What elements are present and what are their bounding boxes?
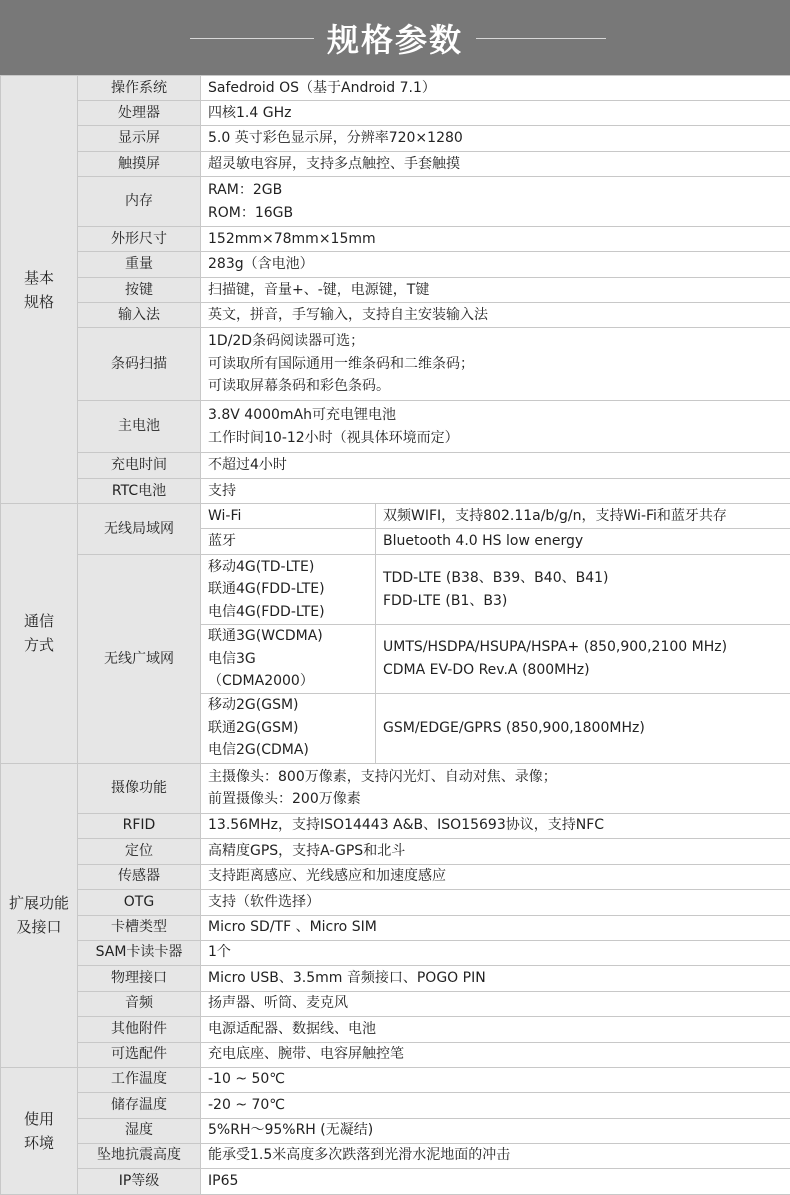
page-header bbox=[0, 0, 790, 75]
spec-label: 工作温度 bbox=[78, 1067, 201, 1092]
page-title: 规格参数 bbox=[327, 15, 463, 61]
spec-value bbox=[201, 864, 790, 889]
spec-row bbox=[1, 101, 790, 126]
category-cell bbox=[1, 763, 78, 1067]
spec-row bbox=[1, 252, 790, 278]
category-cell bbox=[1, 504, 78, 764]
spec-label: 坠地抗震高度 bbox=[78, 1143, 201, 1168]
header-divider-right bbox=[476, 38, 606, 39]
spec-value bbox=[201, 453, 790, 479]
spec-row bbox=[1, 401, 790, 453]
category-label: 使用 bbox=[1, 1107, 77, 1131]
sub-spec-label bbox=[201, 625, 376, 694]
spec-label: 湿度 bbox=[78, 1118, 201, 1143]
spec-value-line: 支持距离感应、光线感应和加速度感应 bbox=[208, 865, 790, 888]
spec-value-line: 1个 bbox=[208, 941, 790, 964]
sub-spec-value-line: Bluetooth 4.0 HS low energy bbox=[383, 530, 790, 553]
spec-value-line: 可读取所有国际通用一维条码和二维条码； bbox=[208, 353, 790, 376]
spec-label: RFID bbox=[78, 813, 201, 838]
spec-label: 按键 bbox=[78, 278, 201, 303]
spec-value bbox=[201, 838, 790, 864]
spec-value bbox=[201, 303, 790, 328]
spec-row bbox=[1, 1067, 790, 1092]
spec-label: 储存温度 bbox=[78, 1092, 201, 1118]
spec-value bbox=[201, 763, 790, 813]
spec-row bbox=[1, 940, 790, 965]
sub-spec-value-line: FDD-LTE (B1、B3) bbox=[383, 590, 790, 613]
spec-row bbox=[1, 813, 790, 838]
sub-spec-value-line: GSM/EDGE/GPRS (850,900,1800MHz) bbox=[383, 717, 790, 740]
spec-value bbox=[201, 1042, 790, 1067]
spec-value bbox=[201, 328, 790, 401]
sub-spec-line: 联通4G(FDD-LTE) bbox=[208, 578, 375, 601]
spec-value bbox=[201, 1067, 790, 1092]
spec-label: 传感器 bbox=[78, 864, 201, 889]
sub-spec-label bbox=[201, 693, 376, 763]
sub-spec-label bbox=[201, 504, 376, 529]
spec-row bbox=[1, 1092, 790, 1118]
sub-spec-value-line: TDD-LTE (B38、B39、B40、B41) bbox=[383, 567, 790, 590]
spec-label: 音频 bbox=[78, 991, 201, 1016]
category-cell bbox=[1, 76, 78, 504]
spec-value-line: 电源适配器、数据线、电池 bbox=[208, 1018, 790, 1041]
spec-label: 卡槽类型 bbox=[78, 915, 201, 940]
spec-label: 可选配件 bbox=[78, 1042, 201, 1067]
spec-value bbox=[201, 1016, 790, 1042]
spec-label: 操作系统 bbox=[78, 76, 201, 101]
spec-value bbox=[201, 813, 790, 838]
category-label: 方式 bbox=[1, 633, 77, 657]
spec-row bbox=[1, 453, 790, 479]
spec-value bbox=[201, 76, 790, 101]
sub-spec-line: 联通2G(GSM) bbox=[208, 717, 375, 740]
spec-value-line: 可读取屏幕条码和彩色条码。 bbox=[208, 375, 790, 398]
spec-row bbox=[1, 838, 790, 864]
spec-row bbox=[1, 479, 790, 504]
sub-spec-line: 电信4G(FDD-LTE) bbox=[208, 601, 375, 624]
sub-spec-line: 电信2G(CDMA) bbox=[208, 739, 375, 762]
spec-value bbox=[201, 991, 790, 1016]
spec-row bbox=[1, 504, 790, 529]
spec-row bbox=[1, 227, 790, 252]
spec-value bbox=[201, 401, 790, 453]
spec-row bbox=[1, 763, 790, 813]
spec-label: 无线局域网 bbox=[78, 504, 201, 555]
spec-value bbox=[201, 227, 790, 252]
spec-value bbox=[201, 252, 790, 278]
spec-value-line: 英文，拼音，手写输入，支持自主安装输入法 bbox=[208, 304, 790, 327]
spec-value bbox=[201, 889, 790, 915]
spec-row bbox=[1, 864, 790, 889]
sub-spec-line: 蓝牙 bbox=[208, 530, 375, 553]
spec-value-line: Safedroid OS（基于Android 7.1） bbox=[208, 77, 790, 100]
spec-row bbox=[1, 915, 790, 940]
sub-spec-value-line: UMTS/HSDPA/HSUPA/HSPA+ (850,900,2100 MHz) bbox=[383, 636, 790, 659]
spec-value bbox=[201, 965, 790, 991]
spec-value-line: 充电底座、腕带、电容屏触控笔 bbox=[208, 1043, 790, 1066]
spec-label: OTG bbox=[78, 889, 201, 915]
spec-value bbox=[201, 940, 790, 965]
spec-row bbox=[1, 1168, 790, 1194]
spec-label: 外形尺寸 bbox=[78, 227, 201, 252]
sub-spec-label bbox=[201, 529, 376, 555]
sub-spec-line: 移动4G(TD-LTE) bbox=[208, 556, 375, 579]
spec-value-line: -20 ~ 70℃ bbox=[208, 1094, 790, 1117]
spec-value-line: 超灵敏电容屏，支持多点触控、手套触摸 bbox=[208, 153, 790, 176]
spec-value-line: 1D/2D条码阅读器可选； bbox=[208, 330, 790, 353]
spec-value-line: 前置摄像头：200万像素 bbox=[208, 788, 790, 811]
category-label: 规格 bbox=[1, 290, 77, 314]
sub-spec-value bbox=[376, 529, 790, 555]
spec-label: RTC电池 bbox=[78, 479, 201, 504]
spec-value bbox=[201, 1143, 790, 1168]
sub-spec-value bbox=[376, 555, 790, 625]
spec-label: 处理器 bbox=[78, 101, 201, 126]
spec-value-line: 高精度GPS，支持A-GPS和北斗 bbox=[208, 840, 790, 863]
spec-value-line: 5%RH～95%RH (无凝结) bbox=[208, 1119, 790, 1142]
sub-spec-value-line: CDMA EV-DO Rev.A (800MHz) bbox=[383, 659, 790, 682]
spec-value-line: 支持（软件选择） bbox=[208, 891, 790, 914]
sub-spec-label bbox=[201, 555, 376, 625]
spec-row bbox=[1, 1016, 790, 1042]
category-label: 基本 bbox=[1, 266, 77, 290]
spec-value-line: ROM：16GB bbox=[208, 202, 790, 225]
spec-label: 充电时间 bbox=[78, 453, 201, 479]
spec-value-line: -10 ~ 50℃ bbox=[208, 1068, 790, 1091]
spec-label: 物理接口 bbox=[78, 965, 201, 991]
spec-label: 内存 bbox=[78, 177, 201, 227]
category-cell bbox=[1, 1067, 78, 1194]
spec-row bbox=[1, 1143, 790, 1168]
spec-value bbox=[201, 177, 790, 227]
spec-value bbox=[201, 101, 790, 126]
spec-row bbox=[1, 889, 790, 915]
sub-spec-line: Wi-Fi bbox=[208, 505, 375, 528]
spec-value-line: RAM：2GB bbox=[208, 179, 790, 202]
header-divider-left bbox=[190, 38, 314, 39]
sub-spec-value bbox=[376, 625, 790, 694]
category-label: 扩展功能 bbox=[1, 891, 77, 915]
category-label: 环境 bbox=[1, 1131, 77, 1155]
spec-label: 其他附件 bbox=[78, 1016, 201, 1042]
category-label: 通信 bbox=[1, 609, 77, 633]
spec-row bbox=[1, 76, 790, 101]
spec-row bbox=[1, 965, 790, 991]
spec-row bbox=[1, 177, 790, 227]
sub-spec-value bbox=[376, 504, 790, 529]
spec-label: 显示屏 bbox=[78, 126, 201, 152]
sub-spec-value bbox=[376, 693, 790, 763]
sub-spec-line: （CDMA2000） bbox=[208, 670, 375, 693]
spec-value-line: 5.0 英寸彩色显示屏，分辨率720×1280 bbox=[208, 127, 790, 150]
spec-value bbox=[201, 479, 790, 504]
spec-label: 重量 bbox=[78, 252, 201, 278]
sub-spec-line: 电信3G bbox=[208, 648, 375, 671]
spec-label: 条码扫描 bbox=[78, 328, 201, 401]
spec-label: SAM卡读卡器 bbox=[78, 940, 201, 965]
spec-value-line: 能承受1.5米高度多次跌落到光滑水泥地面的冲击 bbox=[208, 1144, 790, 1167]
spec-value bbox=[201, 1092, 790, 1118]
spec-value bbox=[201, 278, 790, 303]
spec-value-line: 152mm×78mm×15mm bbox=[208, 228, 790, 251]
spec-value-line: 13.56MHz，支持ISO14443 A&B、ISO15693协议，支持NFC bbox=[208, 814, 790, 837]
spec-value bbox=[201, 915, 790, 940]
spec-label: 触摸屏 bbox=[78, 152, 201, 177]
spec-row bbox=[1, 303, 790, 328]
spec-value-line: 扫描键，音量+、-键，电源键，T键 bbox=[208, 279, 790, 302]
spec-value-line: 3.8V 4000mAh可充电锂电池 bbox=[208, 404, 790, 427]
spec-label: 定位 bbox=[78, 838, 201, 864]
spec-row bbox=[1, 991, 790, 1016]
spec-row bbox=[1, 1042, 790, 1067]
spec-value bbox=[201, 1118, 790, 1143]
spec-label: 主电池 bbox=[78, 401, 201, 453]
sub-spec-line: 移动2G(GSM) bbox=[208, 694, 375, 717]
spec-value-line: 支持 bbox=[208, 480, 790, 503]
spec-label: 摄像功能 bbox=[78, 763, 201, 813]
spec-row bbox=[1, 1118, 790, 1143]
spec-row bbox=[1, 328, 790, 401]
spec-value-line: Micro USB、3.5mm 音频接口、POGO PIN bbox=[208, 967, 790, 990]
spec-value-line: Micro SD/TF 、Micro SIM bbox=[208, 916, 790, 939]
spec-value bbox=[201, 1168, 790, 1194]
spec-row bbox=[1, 126, 790, 152]
spec-value-line: 主摄像头：800万像素，支持闪光灯、自动对焦、录像； bbox=[208, 766, 790, 789]
spec-value-line: IP65 bbox=[208, 1170, 790, 1193]
spec-value-line: 四核1.4 GHz bbox=[208, 102, 790, 125]
spec-value-line: 工作时间10-12小时（视具体环境而定） bbox=[208, 427, 790, 450]
spec-table bbox=[0, 75, 790, 1195]
spec-label: 无线广域网 bbox=[78, 555, 201, 764]
spec-value-line: 不超过4小时 bbox=[208, 454, 790, 477]
spec-row bbox=[1, 152, 790, 177]
sub-spec-line: 联通3G(WCDMA) bbox=[208, 625, 375, 648]
spec-label: IP等级 bbox=[78, 1168, 201, 1194]
spec-value-line: 扬声器、听筒、麦克风 bbox=[208, 992, 790, 1015]
sub-spec-value-line: 双频WIFI，支持802.11a/b/g/n，支持Wi-Fi和蓝牙共存 bbox=[383, 505, 790, 528]
category-label: 及接口 bbox=[1, 915, 77, 939]
spec-row bbox=[1, 278, 790, 303]
spec-value bbox=[201, 152, 790, 177]
spec-value bbox=[201, 126, 790, 152]
spec-label: 输入法 bbox=[78, 303, 201, 328]
spec-row bbox=[1, 555, 790, 625]
spec-value-line: 283g（含电池） bbox=[208, 253, 790, 276]
